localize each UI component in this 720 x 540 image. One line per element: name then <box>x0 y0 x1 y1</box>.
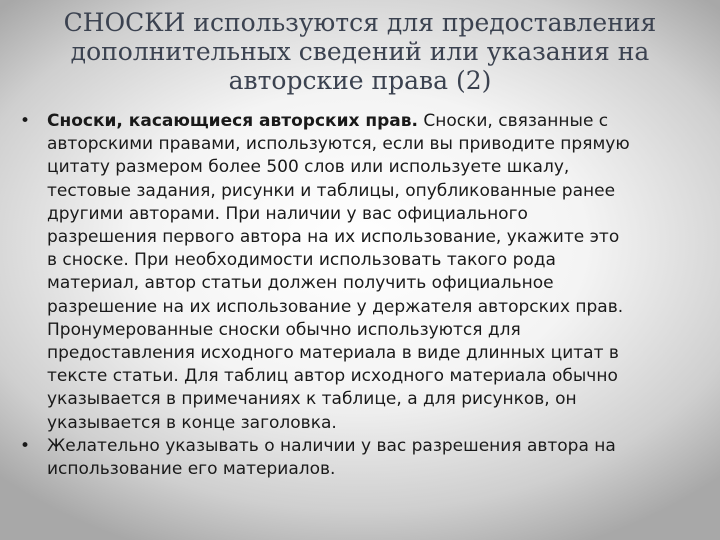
bullet-line: предоставления исходного материала в виде длинных цитат в <box>47 343 619 364</box>
slide-title <box>30 8 690 95</box>
bullet-line: авторскими правами, используются, если вы приводите прямую <box>47 134 630 155</box>
bullet-list <box>20 110 710 481</box>
bullet-line: цитату размером более 500 слов или используете шкалу, <box>47 157 570 178</box>
title-line: авторские права (2) <box>228 66 492 95</box>
bullet-line: тестовые задания, рисунки и таблицы, опубликованные ранее <box>47 180 616 201</box>
bullet-marker: • <box>20 111 31 131</box>
bullet-line: в сноске. При необходимости использовать такого рода <box>47 250 556 271</box>
bullet-line: указывается в примечаниях к таблице, а для рисунков, он <box>47 389 577 410</box>
bullet-line: тексте статьи. Для таблиц автор исходного материала обычно <box>47 366 618 387</box>
bullet-first-line-rest: Сноски, связанные с <box>417 111 609 131</box>
bullet-line <box>47 110 710 133</box>
bullet-lead: Сноски, касающиеся авторских прав. <box>47 111 418 131</box>
bullet-line: разрешения первого автора на их использование, укажите это <box>47 227 620 248</box>
title-line: СНОСКИ используются для предоставления <box>63 8 657 37</box>
bullet-item-copyright <box>20 110 710 435</box>
bullet-line: Желательно указывать о наличии у вас разрешения автора на <box>47 435 616 456</box>
bullet-line: материал, автор статьи должен получить официальное <box>47 273 554 294</box>
bullet-line: Пронумерованные сноски обычно используются для <box>47 319 521 340</box>
bullet-item-permission <box>20 435 710 481</box>
bullet-line: указывается в конце заголовка. <box>47 412 337 433</box>
bullet-line: разрешение на их использование у держателя авторских прав. <box>47 296 624 317</box>
bullet-line: другими авторами. При наличии у вас официального <box>47 203 528 224</box>
bullet-marker: • <box>20 435 31 456</box>
bullet-line: использование его материалов. <box>47 459 336 480</box>
title-line: дополнительных сведений или указания на <box>70 37 650 66</box>
